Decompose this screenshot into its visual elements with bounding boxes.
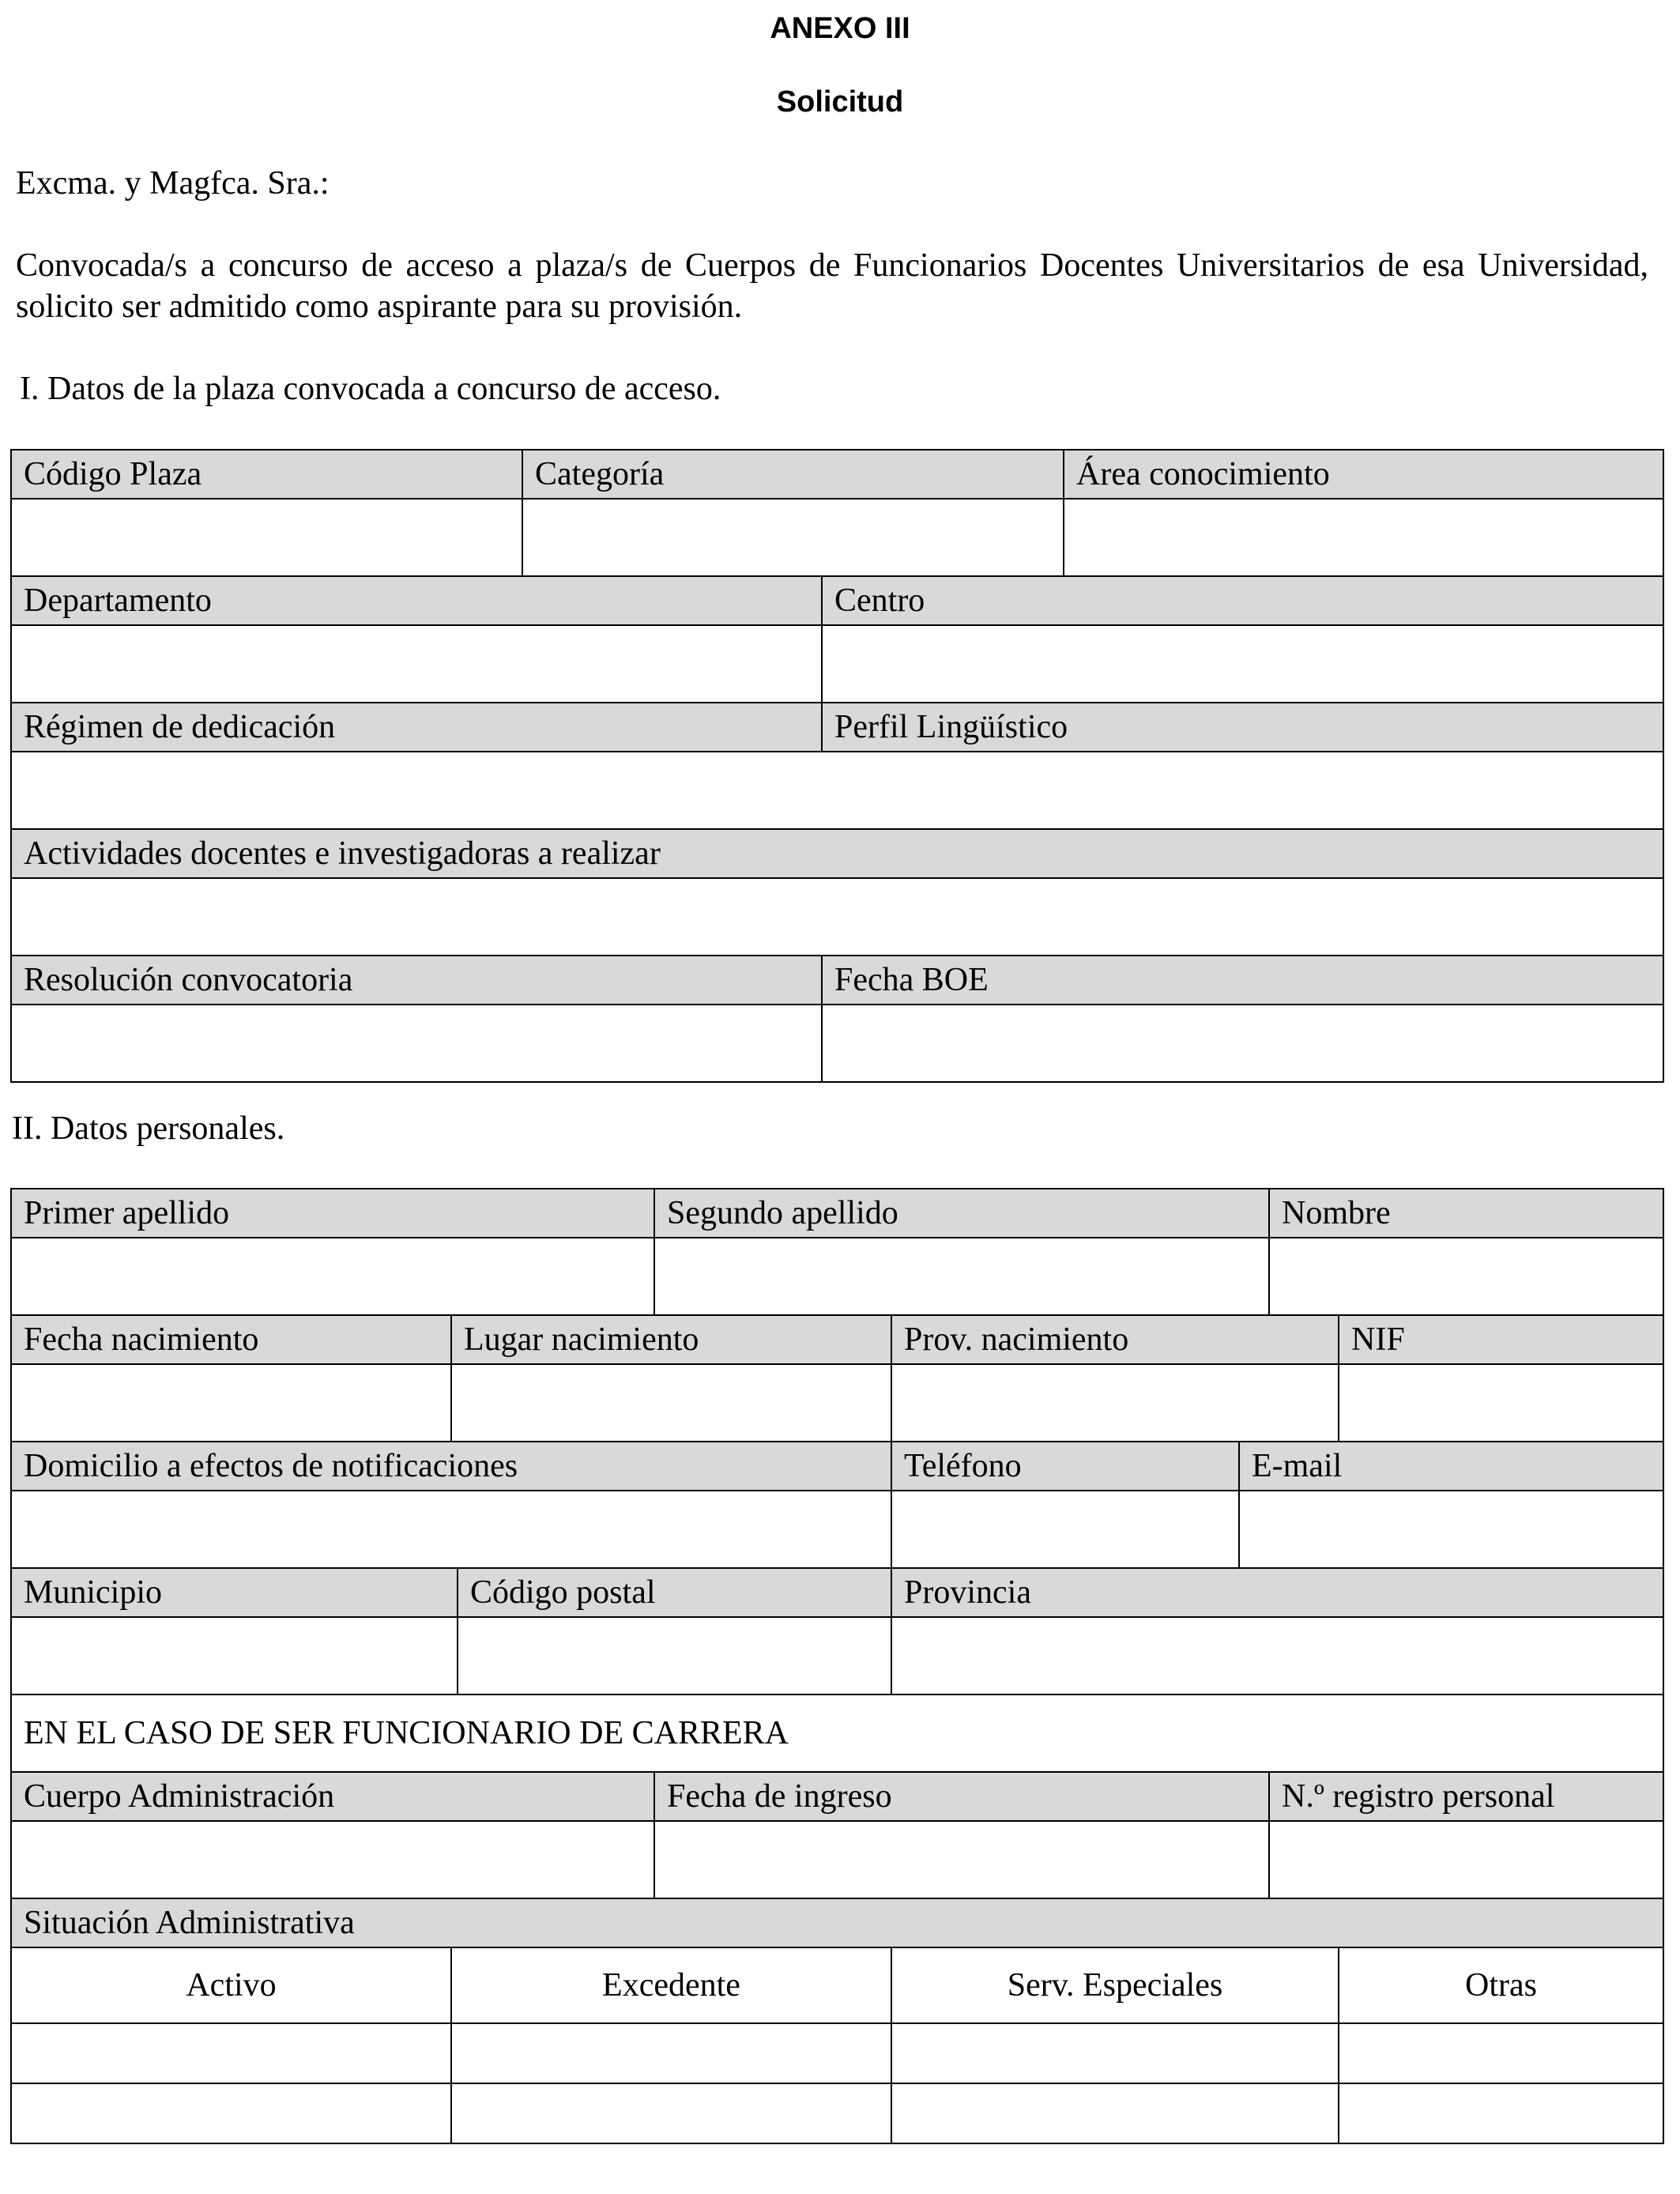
- otras-label: Otras: [1339, 1948, 1663, 2022]
- situacion-label-row: [12, 1899, 1663, 1948]
- actividades-label: Actividades docentes e investigadoras a realizar: [12, 830, 1663, 877]
- excedente-field[interactable]: [452, 2024, 892, 2083]
- position-labels-row-3: [12, 703, 1663, 752]
- resolucion-label: Resolución convocatoria: [12, 956, 823, 1004]
- regimen-label: Régimen de dedicación: [12, 703, 823, 751]
- activo-field-2[interactable]: [12, 2084, 452, 2143]
- position-data-table: [10, 449, 1664, 1083]
- nif-field[interactable]: [1339, 1365, 1663, 1441]
- position-labels-row-4: [12, 830, 1663, 879]
- area-field[interactable]: [1064, 499, 1663, 575]
- personal-labels-row-4: [12, 1569, 1663, 1618]
- nombre-field[interactable]: [1270, 1238, 1663, 1314]
- centro-label: Centro: [823, 577, 1663, 624]
- funcionario-heading: EN EL CASO DE SER FUNCIONARIO DE CARRERA: [12, 1695, 1663, 1771]
- position-labels-row-2: [12, 577, 1663, 626]
- serv-especiales-field[interactable]: [892, 2024, 1339, 2083]
- position-labels-row-1: [12, 450, 1663, 499]
- funcionario-labels-row: [12, 1773, 1663, 1822]
- codigo-postal-field[interactable]: [458, 1618, 892, 1694]
- centro-field[interactable]: [823, 626, 1663, 702]
- nif-label: NIF: [1339, 1316, 1663, 1363]
- cuerpo-label: Cuerpo Administración: [12, 1773, 655, 1820]
- personal-values-row-1: [12, 1238, 1663, 1316]
- lugar-nacimiento-label: Lugar nacimiento: [452, 1316, 892, 1363]
- telefono-label: Teléfono: [892, 1442, 1240, 1490]
- codigo-plaza-label: Código Plaza: [12, 450, 523, 498]
- departamento-field[interactable]: [12, 626, 823, 702]
- regimen-perfil-field[interactable]: [12, 752, 1663, 828]
- resolucion-field[interactable]: [12, 1005, 823, 1081]
- position-values-row-2: [12, 626, 1663, 703]
- form-title: Solicitud: [776, 85, 904, 119]
- provincia-field[interactable]: [892, 1618, 1663, 1694]
- activo-field[interactable]: [12, 2024, 452, 2083]
- departamento-label: Departamento: [12, 577, 823, 624]
- greeting: Excma. y Magfca. Sra.:: [16, 165, 330, 202]
- segundo-apellido-label: Segundo apellido: [655, 1189, 1270, 1237]
- perfil-label: Perfil Lingüístico: [823, 703, 1663, 751]
- categoria-label: Categoría: [523, 450, 1064, 498]
- situacion-options-row: [12, 1948, 1663, 2024]
- section-2-heading: II. Datos personales.: [12, 1110, 285, 1147]
- activo-label: Activo: [12, 1948, 452, 2022]
- municipio-label: Municipio: [12, 1569, 458, 1616]
- domicilio-field[interactable]: [12, 1491, 892, 1567]
- funcionario-heading-row: [12, 1695, 1663, 1773]
- prov-nacimiento-label: Prov. nacimiento: [892, 1316, 1339, 1363]
- position-values-row-5: [12, 1005, 1663, 1081]
- excedente-label: Excedente: [452, 1948, 892, 2022]
- segundo-apellido-field[interactable]: [655, 1238, 1270, 1314]
- section-1-heading: I. Datos de la plaza convocada a concurso de acceso.: [20, 371, 721, 407]
- email-label: E-mail: [1240, 1442, 1663, 1490]
- registro-field[interactable]: [1270, 1822, 1663, 1898]
- annex-number: ANEXO III: [770, 12, 910, 45]
- position-values-row-1: [12, 499, 1663, 577]
- fecha-nacimiento-field[interactable]: [12, 1365, 452, 1441]
- position-values-row-4: [12, 879, 1663, 956]
- provincia-label: Provincia: [892, 1569, 1663, 1616]
- fecha-boe-field[interactable]: [823, 1005, 1663, 1081]
- personal-labels-row-3: [12, 1442, 1663, 1491]
- intro-paragraph: Convocada/s a concurso de acceso a plaza/s de Cuerpos de Funcionarios Docentes Universitarios de esa Universidad, solicito ser admitido como aspirante para su provisión.: [16, 247, 1648, 325]
- lugar-nacimiento-field[interactable]: [452, 1365, 892, 1441]
- primer-apellido-field[interactable]: [12, 1238, 655, 1314]
- excedente-field-2[interactable]: [452, 2084, 892, 2143]
- funcionario-values-row: [12, 1822, 1663, 1899]
- otras-field[interactable]: [1339, 2024, 1663, 2083]
- prov-nacimiento-field[interactable]: [892, 1365, 1339, 1441]
- codigo-plaza-field[interactable]: [12, 499, 523, 575]
- situacion-values-row-1: [12, 2024, 1663, 2084]
- personal-values-row-2: [12, 1365, 1663, 1442]
- personal-values-row-3: [12, 1491, 1663, 1569]
- cuerpo-field[interactable]: [12, 1822, 655, 1898]
- nombre-label: Nombre: [1270, 1189, 1663, 1237]
- fecha-nacimiento-label: Fecha nacimiento: [12, 1316, 452, 1363]
- personal-labels-row-1: [12, 1189, 1663, 1238]
- area-label: Área conocimiento: [1064, 450, 1663, 498]
- codigo-postal-label: Código postal: [458, 1569, 892, 1616]
- domicilio-label: Domicilio a efectos de notificaciones: [12, 1442, 892, 1490]
- position-values-row-3: [12, 752, 1663, 830]
- serv-especiales-label: Serv. Especiales: [892, 1948, 1339, 2022]
- situacion-values-row-2: [12, 2084, 1663, 2143]
- fecha-ingreso-field[interactable]: [655, 1822, 1270, 1898]
- primer-apellido-label: Primer apellido: [12, 1189, 655, 1237]
- fecha-boe-label: Fecha BOE: [823, 956, 1663, 1004]
- otras-field-2[interactable]: [1339, 2084, 1663, 2143]
- actividades-field[interactable]: [12, 879, 1663, 955]
- position-labels-row-5: [12, 956, 1663, 1005]
- registro-label: N.º registro personal: [1270, 1773, 1663, 1820]
- categoria-field[interactable]: [523, 499, 1064, 575]
- telefono-field[interactable]: [892, 1491, 1240, 1567]
- personal-labels-row-2: [12, 1316, 1663, 1365]
- fecha-ingreso-label: Fecha de ingreso: [655, 1773, 1270, 1820]
- personal-data-table: [10, 1188, 1664, 2144]
- email-field[interactable]: [1240, 1491, 1663, 1567]
- serv-especiales-field-2[interactable]: [892, 2084, 1339, 2143]
- situacion-label: Situación Administrativa: [12, 1899, 1663, 1947]
- municipio-field[interactable]: [12, 1618, 458, 1694]
- personal-values-row-4: [12, 1618, 1663, 1695]
